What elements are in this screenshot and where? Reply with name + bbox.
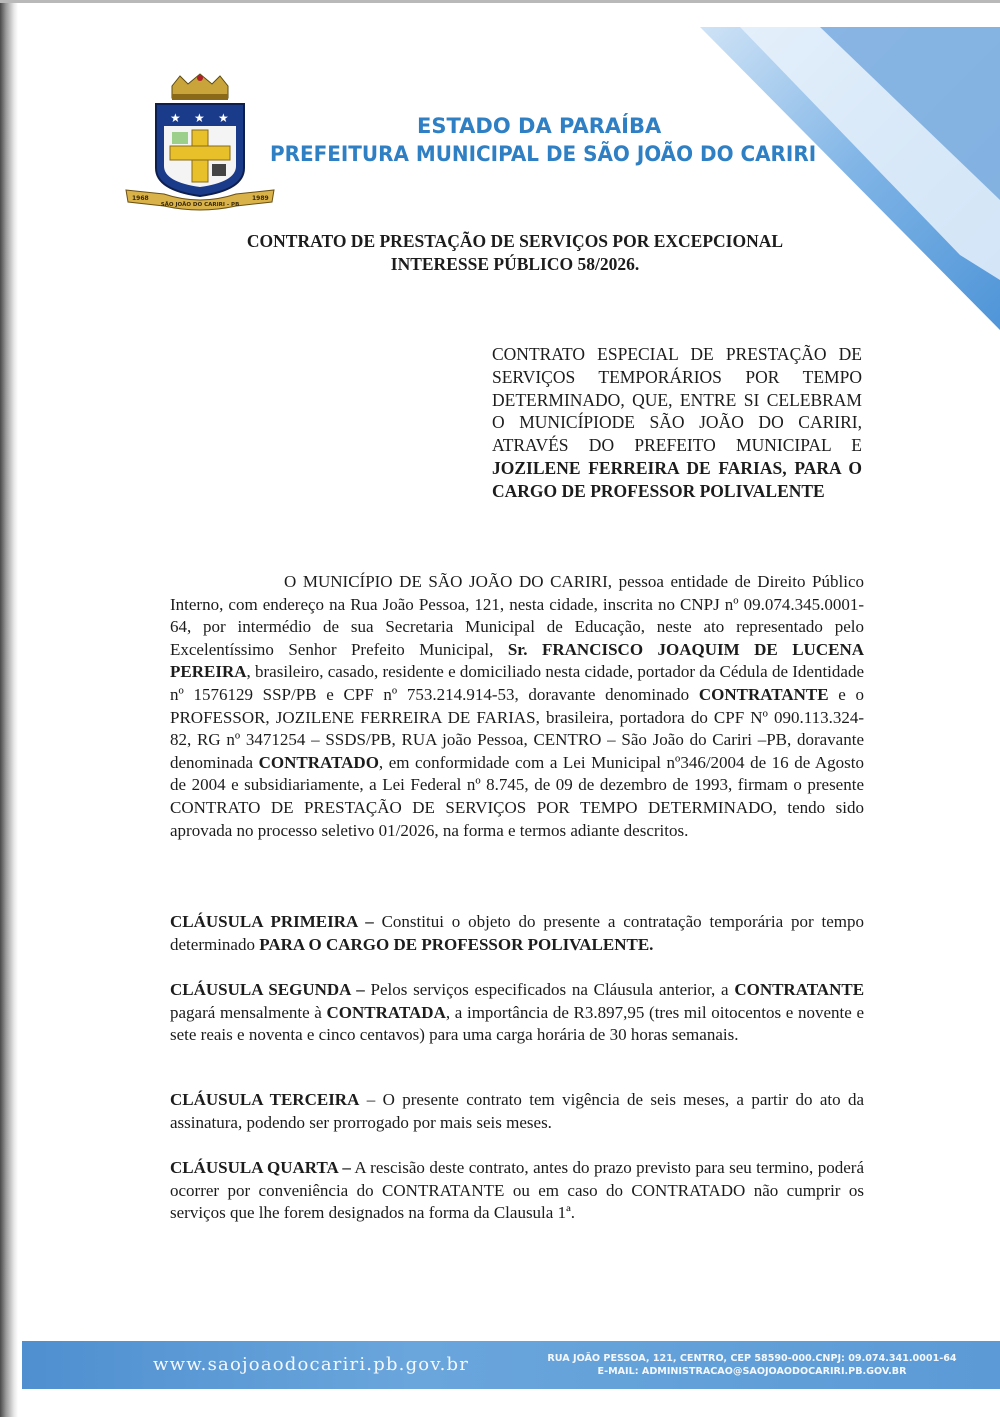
svg-text:★: ★ [194, 111, 205, 125]
document-title [170, 230, 860, 276]
clause-second-heading: CLÁUSULA SEGUNDA – [170, 980, 365, 999]
title-line-2: INTERESSE PÚBLICO 58/2026. [390, 254, 640, 274]
intro-p4: , em conformidade com a Lei Municipal nº346/2004 de 16 de Agosto de 2004 e subsidiariamente, a Lei Federal nº 8.745, de 09 de dezembro de 1993, firmam o presente CONTRATO DE PRESTAÇÃO DE SERVIÇOS POR TEMPO DETERMINADO, tendo sido aprovada no processo seletivo 01/2026, na forma e termos adiante descritos. [170, 752, 865, 840]
clause-second [170, 979, 864, 1047]
clause-fourth [170, 1157, 864, 1225]
clause-third-heading: CLÁUSULA TERCEIRA [170, 1090, 360, 1109]
clause-third-text: – O presente contrato tem vigência de seis meses, a partir do ato da assinatura, podendo ser prorrogado por mais seis meses. [170, 1090, 865, 1132]
clause-second-contratante: CONTRATANTE [734, 980, 865, 999]
clause-first-heading: CLÁUSULA PRIMEIRA – [170, 912, 374, 931]
footer-email[interactable]: E-MAIL: ADMINISTRACAO@SAOJOAODOCARIRI.PB.GOV.BR [597, 1366, 907, 1377]
clause-fourth-text: A rescisão deste contrato, antes do prazo previsto para seu termino, poderá ocorrer por conveniência do CONTRATANTE ou em caso do CONTRATADO não cumprir os serviços que lhe forem designados na forma da Clausula 1ª. [170, 1158, 865, 1223]
clause-fourth-heading: CLÁUSULA QUARTA – [170, 1158, 351, 1177]
clause-second-text2: pagará mensalmente à [170, 1002, 322, 1022]
mayor-name: Sr. FRANCISCO JOAQUIM DE LUCENA PEREIRA [170, 639, 864, 682]
footer-address-line-1: RUA JOÃO PESSOA, 121, CENTRO, CEP 58590-000.CNPJ: 09.074.341.0001-64 [547, 1353, 957, 1364]
intro-p3: e o PROFESSOR, JOZILENE FERREIRA DE FARIAS, brasileira, portadora do CPF Nº 090.113.324-82, RG nº 3471254 – SSDS/PB, RUA joão Pessoa, CENTRO – São João do Cariri –PB, doravante denominada [170, 684, 865, 772]
svg-text:★: ★ [218, 111, 229, 125]
intro-p2: , brasileiro, casado, residente e domiciliado nesta cidade, portador da Cédula de Identidade nº 1576129 SSP/PB e CPF nº 753.214.914-53, doravante denominado [170, 662, 864, 704]
clause-second-text1: Pelos serviços especificados na Cláusula anterior, a [370, 980, 729, 999]
crest-banner-left: 1968 [132, 195, 149, 202]
contract-summary [492, 343, 862, 503]
header-state: ESTADO DA PARAÍBA [417, 114, 662, 138]
intro-p1: O MUNICÍPIO DE SÃO JOÃO DO CARIRI, pessoa entidade de Direito Público Interno, com endereço na Rua João Pessoa, 121, nesta cidade, inscrita no CNPJ nº 09.074.345.0001-64, por intermédio de sua Secretaria Municipal de Educação, neste ato representado pelo Excelentíssimo Senhor Prefeito Municipal, [170, 572, 864, 659]
clause-third [170, 1089, 864, 1134]
footer-website-link[interactable]: www.saojoaodocariri.pb.gov.br [153, 1354, 470, 1375]
scan-left-edge [0, 0, 18, 1417]
crest-banner-right: 1989 [252, 195, 269, 202]
contratado-label: CONTRATADO [258, 752, 379, 772]
clause-first [170, 911, 864, 956]
municipal-crest-logo [124, 72, 276, 214]
title-line-1: CONTRATO DE PRESTAÇÃO DE SERVIÇOS POR EXCEPCIONAL [246, 231, 784, 251]
header-prefecture: PREFEITURA MUNICIPAL DE SÃO JOÃO DO CARIRI [270, 142, 817, 166]
clause-first-text: Constitui o objeto do presente a contratação temporária por tempo determinado [170, 912, 864, 954]
clause-second-contratada: CONTRATADA [326, 1002, 446, 1022]
svg-text:★: ★ [170, 111, 181, 125]
summary-text: CONTRATO ESPECIAL DE PRESTAÇÃO DE SERVIÇOS TEMPORÁRIOS POR TEMPO DETERMINADO, QUE, ENTRE SI CELEBRAM O MUNICÍPIODE SÃO JOÃO DO CARIRI, ATRAVÉS DO PREFEITO MUNICIPAL E [492, 344, 862, 456]
intro-paragraph [170, 571, 864, 842]
contratante-label: CONTRATANTE [698, 684, 829, 704]
crest-banner-center: SÃO JOÃO DO CARIRI - PB [160, 202, 240, 208]
clause-second-text3: , a importância de R3.897,95 (tres mil oitocentos e novente e sete reais e noventa e cinco centavos) para uma carga horária de 30 horas semanais. [170, 1002, 864, 1045]
footer-address [546, 1352, 958, 1378]
summary-bold: JOZILENE FERREIRA DE FARIAS, PARA O CARGO DE PROFESSOR POLIVALENTE [492, 457, 862, 501]
clause-first-tail: PARA O CARGO DE PROFESSOR POLIVALENTE. [259, 934, 654, 954]
